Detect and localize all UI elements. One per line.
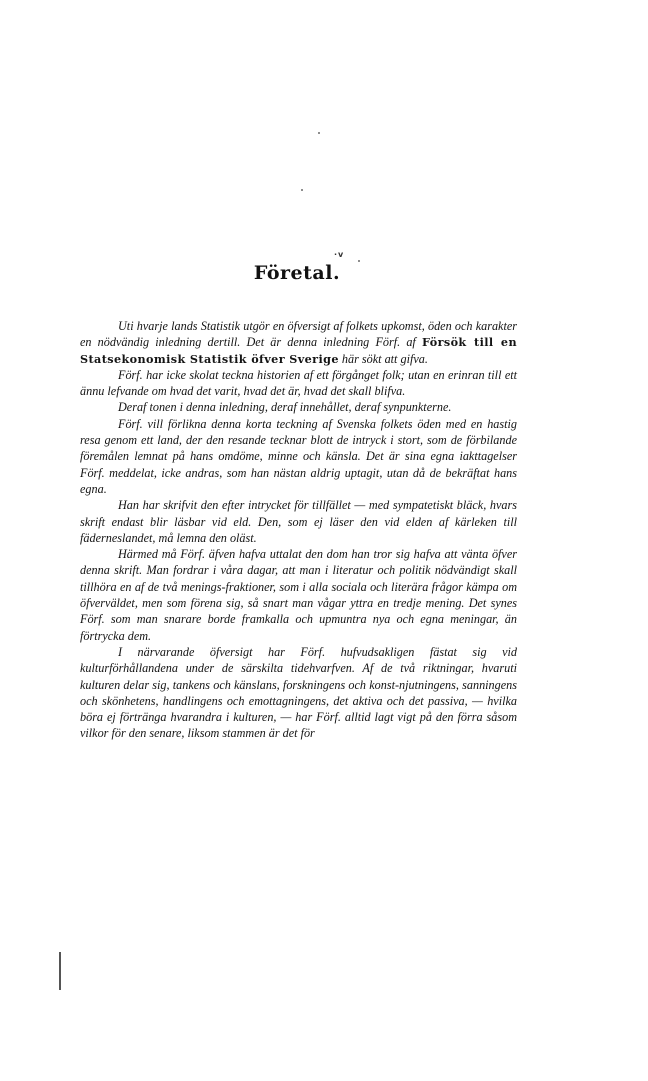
scan-speck	[301, 189, 303, 191]
book-title: Försök till en Statsekonomisk Statistik öfver Sverige	[80, 335, 517, 366]
paragraph-2: Förf. har icke skolat teckna historien af ett förgånget folk; utan en erinran till ett ännu lefvande om hvad det varit, hvad det är, hvad det skall blifva.	[80, 367, 517, 399]
paragraph-1	[80, 318, 517, 367]
page-title: Företal.	[253, 262, 341, 284]
paragraph-1-before: Uti hvarje lands Statistik utgör en öfversigt af folkets upkomst, öden och karakter en nödvändig inledning dertill. Det är denna inledning Förf. af	[80, 319, 517, 350]
body-text	[80, 318, 517, 742]
paragraph-7: I närvarande öfversigt har Förf. hufvudsakligen fästat sig vid kulturförhållandena under de särskilta tidehvarfven. Af de två riktningar, hvaruti kulturen delar sig, tankens och känslans, forskningens och konst-njutningens, sanningens och skönhetens, handlingens och emottagningens, det aktiva och det passiva, — hvilka böra ej förtränga hvarandra i kulturen, — har Förf. alltid lagt vigt på den förra såsom vilkor för den senare, liksom stammen är det för	[80, 644, 517, 741]
scan-edge-mark	[59, 952, 61, 990]
page-marker: ·v	[334, 250, 345, 259]
paragraph-3: Deraf tonen i denna inledning, deraf innehållet, deraf synpunkterne.	[118, 400, 452, 415]
scan-speck	[318, 132, 320, 134]
paragraph-1-after: här sökt att gifva.	[338, 351, 428, 366]
paragraph-5: Han har skrifvit den efter intrycket för tillfället — med sympatetiskt bläck, hvars skrift endast blir läsbar vid eld. Den, som ej läser den vid elden af kärleken till fäderneslandet, må lemna den oläst.	[80, 498, 517, 545]
paragraph-4: Förf. vill förlikna denna korta teckning af Svenska folkets öden med en hastig resa genom ett land, der den resande tecknar blott de intryck i stort, som de förbilande föremålen lemnat på hans omdöme, minne och känsla. Det är sina egna iakttagelser Förf. meddelat, icke andras, som han nästan aldrig uptagit, utan då de bekräftat hans egna.	[80, 416, 517, 496]
paragraph-6: Härmed må Förf. äfven hafva uttalat den dom han tror sig hafva att vänta öfver denna skrift. Man fordrar i våra dagar, att man i literatur och politik nödvändigt skall tillhöra en af de två menings-fraktioner, som i alla sociala och literära frågor kämpa om öfverväldet, men som förena sig, så snart man vågar yttra en tredje mening. Det synes Förf. som man snarare borde framkalla och upmuntra nya och egna meningar, än förtrycka dem.	[80, 547, 517, 643]
